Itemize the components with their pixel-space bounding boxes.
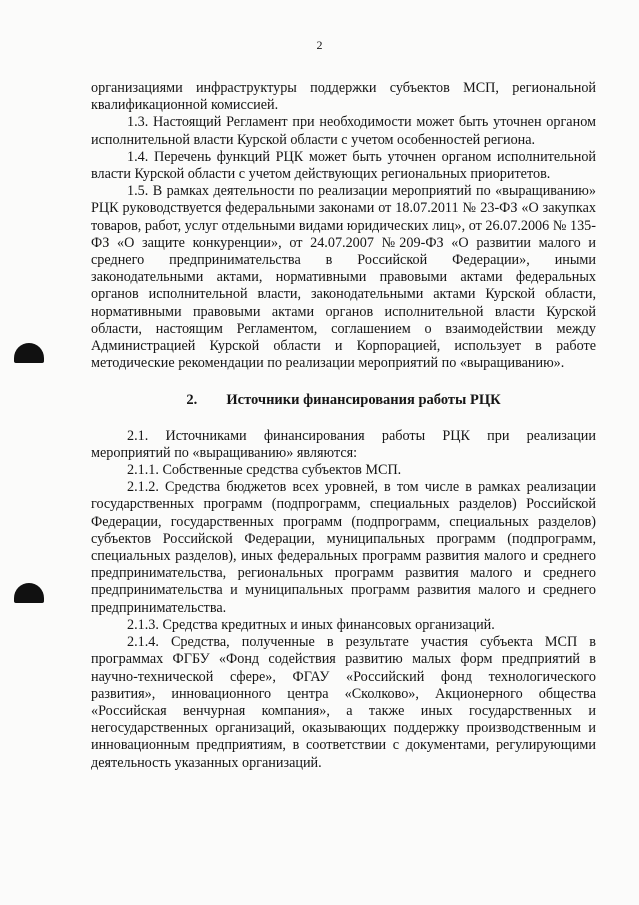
paragraph-1-4: 1.4. Перечень функций РЦК может быть уточнен органом исполнительной власти Курской области с учетом действующих региональных приоритетов. — [91, 148, 596, 183]
paragraph-2-1: 2.1. Источниками финансирования работы РЦК при реализации мероприятий по «выращиванию» являются: — [91, 427, 596, 461]
page-number: 2 — [316, 38, 323, 52]
paragraph-2-1-3: 2.1.3. Средства кредитных и иных финансовых организаций. — [127, 616, 495, 633]
paragraph-2-1-2: 2.1.2. Средства бюджетов всех уровней, в том числе в рамках реализации государственных программ (подпрограмм, специальных разделов) Российской Федерации, государственных программ (подпрограмм, специальных разделов) субъектов Российской Федерации, муниципальных программ (подпрограмм, специальных разделов), иных федеральных программ развития малого и среднего предпринимательства, региональных программ развития малого и среднего предпринимательства и муниципальных программ развития малого и среднего предпринимательства. — [91, 479, 596, 616]
section-2-title: Источники финансирования работы РЦК — [226, 392, 501, 409]
section-2-heading — [91, 392, 596, 409]
paragraph-2-1-1: 2.1.1. Собственные средства субъектов МСП. — [127, 462, 402, 479]
paragraph-1-2-continuation: организациями инфраструктуры поддержки субъектов МСП, региональной квалификационной комиссией. — [91, 80, 596, 114]
punch-hole-top — [14, 343, 44, 363]
paragraph-1-3: 1.3. Настоящий Регламент при необходимости может быть уточнен органом исполнительной власти Курской области с учетом особенностей региона. — [91, 114, 596, 148]
section-2-number: 2. — [186, 392, 198, 409]
paragraph-1-5: 1.5. В рамках деятельности по реализации мероприятий по «выращиванию» РЦК руководствуется федеральными законами от 18.07.2011 № 23-ФЗ «О закупках товаров, работ, услуг отдельными видами юридических лиц», от 26.07.2006 № 135-ФЗ «О защите конкуренции», от 24.07.2007 №209-ФЗ «О развитии малого и среднего предпринимательства в Российской Федерации», иными законодательными актами, нормативными правовыми актами федеральных органов исполнительной власти, законодательными актами Курской области, нормативными правовыми актами органов исполнительной власти Курской области, настоящим Регламентом, соглашением о взаимодействии между Администрацией Курской области и Корпорацией, использует в работе методические рекомендации по реализации мероприятий по «выращиванию». — [91, 183, 596, 372]
document-body — [91, 80, 596, 772]
punch-hole-bottom — [14, 583, 44, 603]
paragraph-2-1-4: 2.1.4. Средства, полученные в результате участия субъекта МСП в программах ФГБУ «Фонд содействия развитию малых форм предприятий в научно-технической сфере», ФГАУ «Российский фонд технологического развития», инновационного центра «Сколково», Акционерного общества «Российская венчурная компания», а также иных государственных и негосударственных организаций, оказывающих поддержку производственным и инновационным предприятиям, в соответствии с документами, регулирующими деятельность указанных организаций. — [91, 634, 596, 771]
